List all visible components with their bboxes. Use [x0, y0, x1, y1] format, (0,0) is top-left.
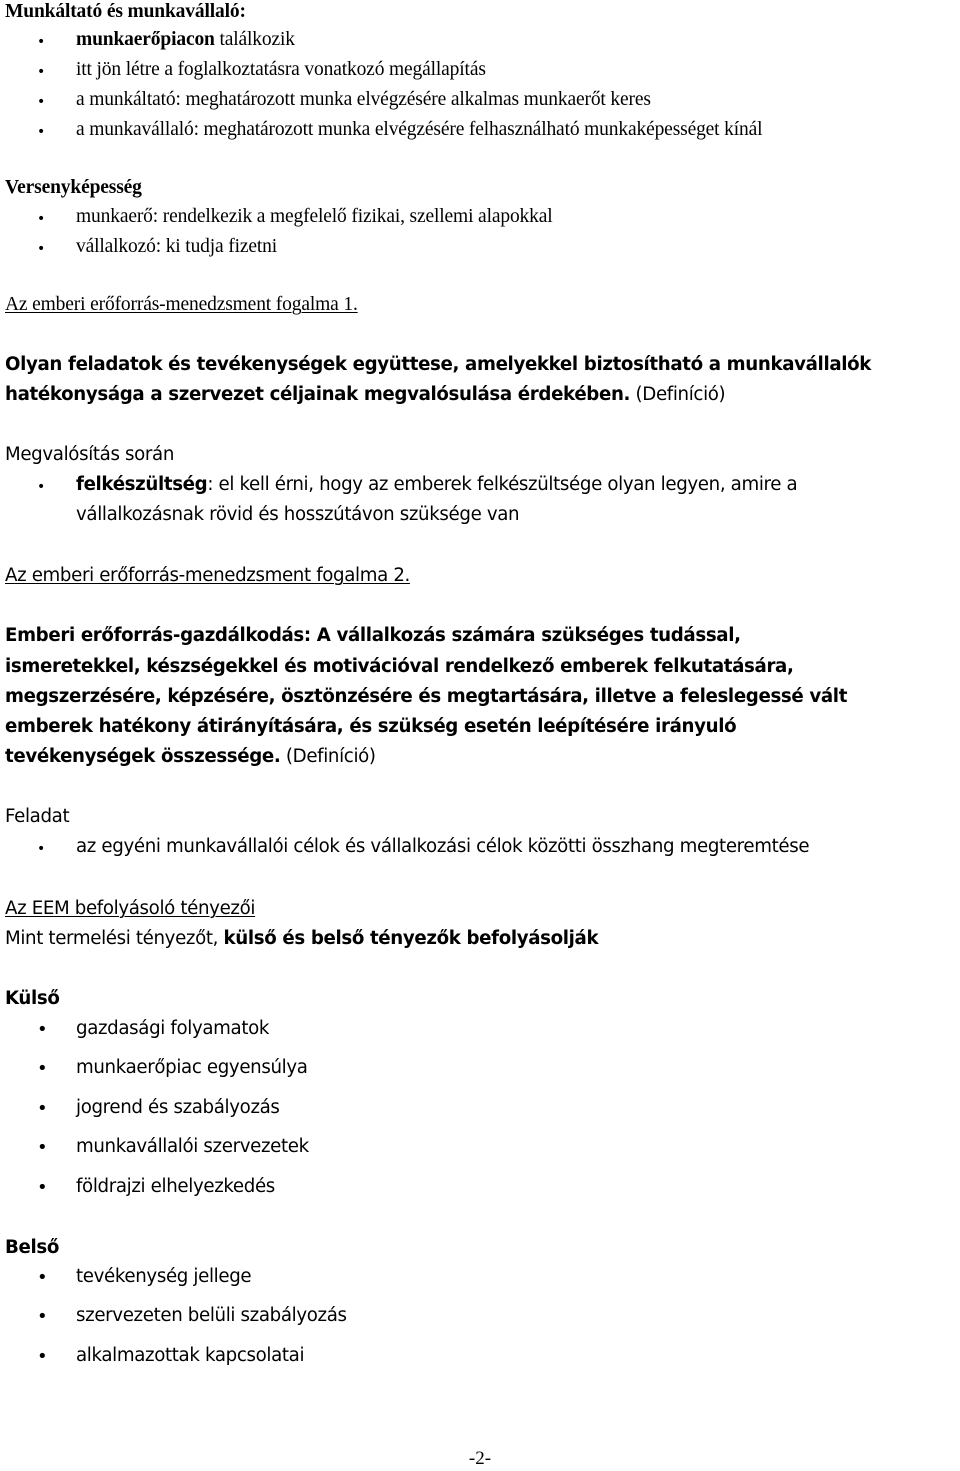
list-item: tevékenység jellege	[76, 1266, 252, 1287]
list-item: földrajzi elhelyezkedés	[76, 1176, 275, 1197]
list-item: vállalkozó: ki tudja fizetni	[76, 236, 278, 257]
section-title-implementation: Megvalósítás során	[5, 444, 175, 465]
section-title-employer-employee: Munkáltató és munkavállaló:	[5, 1, 246, 22]
bullet-icon: •	[37, 1267, 48, 1288]
definition-tag: (Definíció)	[280, 746, 376, 767]
bold-term: munkaerőpiacon	[76, 29, 215, 50]
bullet-icon: •	[37, 1306, 48, 1327]
list-item: itt jön létre a foglalkoztatásra vonatkozó megállapítás	[76, 59, 486, 80]
bullet-icon: •	[37, 1098, 48, 1119]
bold-term: felkészültség	[76, 474, 208, 495]
list-item: munkaerőpiac egyensúlya	[76, 1057, 308, 1078]
definition-line: emberek hatékony átirányítására, és szükség esetén leépítésére irányuló	[5, 716, 737, 737]
definition-tag: (Definíció)	[630, 384, 726, 405]
section-title-task: Feladat	[5, 806, 70, 827]
definition-line-last: hatékonysága a szervezet céljainak megvalósulása érdekében. (Definíció)	[5, 384, 726, 405]
definition-line: ismeretekkel, készségekkel és motivációval rendelkező emberek felkutatására,	[5, 656, 794, 677]
page-number: -2-	[468, 1448, 492, 1469]
definition-line: Emberi erőforrás-gazdálkodás: A vállalkozás számára szükséges tudással,	[5, 625, 741, 646]
list-item: szervezeten belüli szabályozás	[76, 1305, 347, 1326]
list-item: jogrend és szabályozás	[76, 1097, 280, 1118]
bullet-icon: •	[37, 479, 46, 495]
factors-heading: Az EEM befolyásoló tényezői	[5, 898, 256, 919]
section-title-external: Külső	[5, 988, 60, 1009]
bullet-icon: •	[37, 34, 46, 50]
definition-line: megszerzésére, képzésére, ösztönzésére és megtartására, illetve a feleslegessé vált	[5, 686, 848, 707]
bullet-icon: •	[37, 94, 46, 110]
list-item-continuation: vállalkozásnak rövid és hosszútávon szüksége van	[76, 504, 520, 525]
list-item: munkavállalói szervezetek	[76, 1136, 309, 1157]
bullet-icon: •	[37, 1177, 48, 1198]
bullet-icon: •	[37, 211, 46, 227]
list-item: a munkavállaló: meghatározott munka elvégzésére felhasználható munkaképességet kínál	[76, 119, 763, 140]
factors-intro: Mint termelési tényezőt, külső és belső tényezők befolyásolják	[5, 928, 599, 949]
bullet-icon: •	[37, 1019, 48, 1040]
definition-line-last: tevékenységek összessége. (Definíció)	[5, 746, 376, 767]
list-item: gazdasági folyamatok	[76, 1018, 270, 1039]
bullet-icon: •	[37, 841, 46, 857]
list-item: az egyéni munkavállalói célok és vállalkozási célok közötti összhang megteremtése	[76, 836, 810, 857]
section-title-internal: Belső	[5, 1237, 60, 1258]
bullet-icon: •	[37, 64, 46, 80]
list-item: alkalmazottak kapcsolatai	[76, 1345, 305, 1366]
bullet-icon: •	[37, 1058, 48, 1079]
bullet-icon: •	[37, 1137, 48, 1158]
bullet-icon: •	[37, 241, 46, 257]
definition-line: Olyan feladatok és tevékenységek együttese, amelyekkel biztosítható a munkavállalók	[5, 354, 872, 375]
concept-heading-2: Az emberi erőforrás-menedzsment fogalma 2.	[5, 565, 410, 586]
bullet-icon: •	[37, 124, 46, 140]
list-item: felkészültség: el kell érni, hogy az emberek felkészültsége olyan legyen, amire a	[76, 474, 798, 495]
list-item: munkaerő: rendelkezik a megfelelő fizikai, szellemi alapokkal	[76, 206, 553, 227]
list-item: munkaerőpiacon találkozik	[76, 29, 295, 50]
bullet-icon: •	[37, 1346, 48, 1367]
concept-heading-1: Az emberi erőforrás-menedzsment fogalma 1.	[5, 294, 358, 315]
section-title-competitiveness: Versenyképesség	[5, 177, 142, 198]
list-item: a munkáltató: meghatározott munka elvégzésére alkalmas munkaerőt keres	[76, 89, 651, 110]
